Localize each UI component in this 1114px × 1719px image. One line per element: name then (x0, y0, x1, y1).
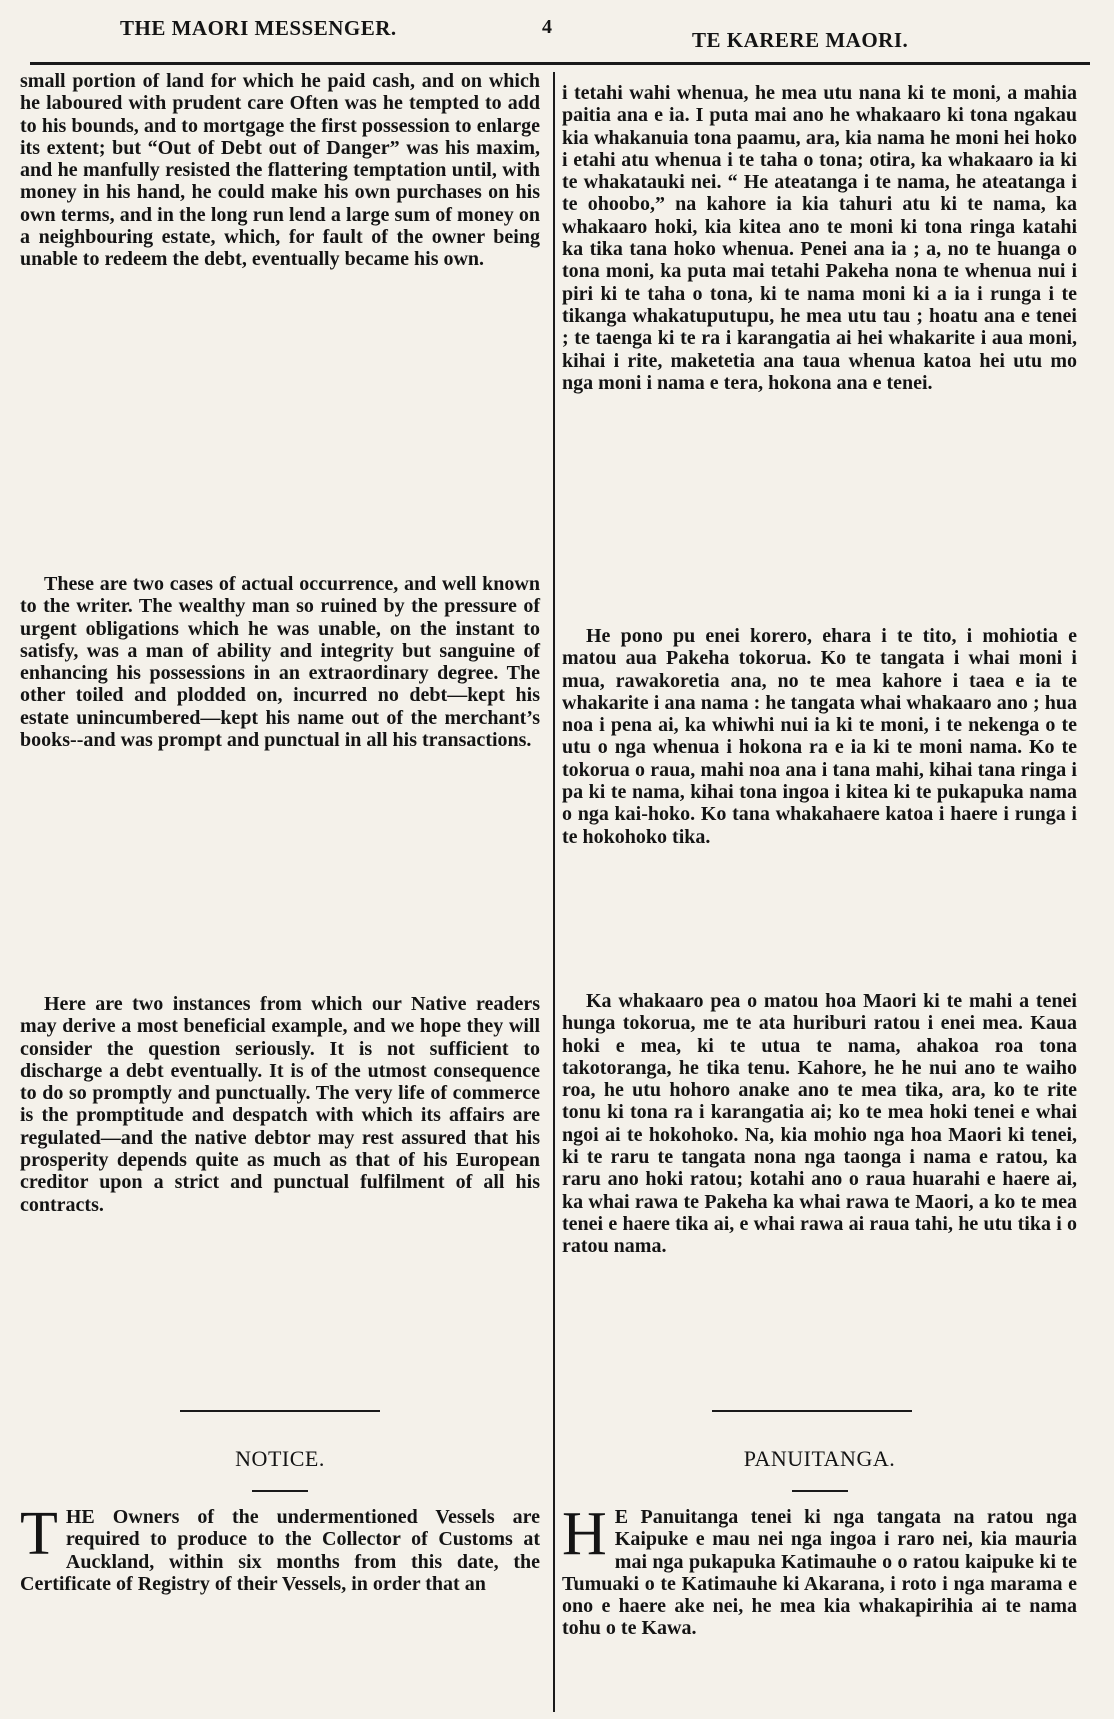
notice-dropcap: T (20, 1500, 58, 1568)
left-para-3-text: Here are two instances from which our Native readers may derive a most beneficial example, and we hope they will consider the question seriously. It is not sufficient to discharge a debt eventually. It is of the utmost consequence to do so promptly and punctually. The very life of commerce is the promptitude and despatch with which its affairs are regulated—and the native debtor may rest assured that his prosperity depends quite as much as that of his European creditor upon a strict and punctual fulfilment of all his contracts. (20, 993, 540, 1216)
header-rule (30, 62, 1090, 65)
right-paragraph-2 (562, 625, 1077, 848)
left-paragraph-2 (20, 573, 540, 751)
left-paragraph-3 (20, 993, 540, 1216)
left-para-2-text: These are two cases of actual occurrence, and well known to the writer. The wealthy man so ruined by the pressure of urgent obligations which he was unable, on the instant to satisfy, was a man of ability and integrity but sanguine of enhancing his possessions in an extraordinary degree. The other toiled and plodded on, incurred no debt—kept his estate unincumbered—kept his name out of the merchant’s books--and was prompt and punctual in all his transactions. (20, 573, 540, 752)
panuitanga-text: E Panuitanga tenei ki nga tangata na ratou nga Kaipuke e mau nei nga ingoa i raro nei, kia mauria mai nga pukapuka Katimauhe o o ratou kaipuke ki te Tumuaki o te Katimauhe ki Akarana, i roto i nga marama e ono e haere ake nei, he mea kia whakapirihia ai te nama tohu o te Kawa. (562, 1506, 1077, 1640)
panuitanga-heading: PANUITANGA. (743, 1446, 896, 1471)
right-para-1-text: i tetahi wahi whenua, he mea utu nana ki te moni, a mahia paitia ana e ia. I puta mai ano he whakaaro ki tona ngakau kia whakanuia tona paamu, ara, kia nama he moni hei hoko i etahi atu whenua i te taha o tona; otira, ka whakaaro ia ki te whakatauki nei. “ He ateatanga i te nama, he ateatanga i te ohoobo,” na kahore ia kia tahuri atu ki te nama, ka whakaaro hoki, kia kitea ano te moni ki tona ringa katahi ka tika tana hoko whenua. Penei ana ia ; a, no te huanga o tona moni, ka puta mai tetahi Pakeha nona te whenua nui i piri ki te taha o tona, ki te nama moni ki a ia i runga i te tikanga whakatuputupu, he mea utu tau ; hoatu ana e tenei ; te taenga ki te ra i karangatia ai hei whakarite i aua moni, kihai i rite, maketetia ana taua whenua katoa hei utu mo nga moni i nama e tera, hokona ana e tenei. (562, 82, 1077, 394)
panuitanga-dropcap: H (562, 1500, 607, 1568)
column-divider (553, 72, 555, 1712)
maori-title: TE KARERE MAORI. (692, 28, 909, 52)
left-section-rule (180, 1410, 380, 1412)
english-title: THE MAORI MESSENGER. (120, 16, 397, 40)
right-paragraph-1 (562, 82, 1077, 394)
notice-text: HE Owners of the undermentioned Vessels are required to produce to the Collector of Customs at Auckland, within six months from this date, the Certificate of Registry of their Vessels, in order that an (20, 1506, 540, 1595)
left-paragraph-1 (20, 70, 540, 271)
right-para-2-text: He pono pu enei korero, ehara i te tito, i mohiotia e matou aua Pakeha tokorua. Ko te tangata i whai moni i mua, rawakoretia ana, no te mea kahore i taea e ia te whakarite i ana nama : he tangata whai whakaaro ano ; hua noa i pena ai, ka whiwhi nui ia ki te moni, i te nekenga o te utu o nga whenua i hokona ra e ia ki te moni nama. Ko te tokorua o raua, mahi noa ana i tana mahi, kihai tana ringa i pa ki te nama, kihai tona ingoa i kitea ki te pukapuka nama o nga kai-hoko. Ko tana whakahaere katoa i haere i runga i te hokohoko tika. (562, 625, 1077, 848)
masthead (28, 8, 1088, 58)
panuitanga-block (562, 1500, 1077, 1640)
left-para-1-text: small portion of land for which he paid cash, and on which he laboured with prudent care Often was he tempted to add to his bounds, and to mortgage the first possession to enlarge its extent; but “Out of Debt out of Danger” was his maxim, and he manfully resisted the flattering temptation until, with money in his hand, he could make his own purchases on his own terms, and in the long run lend a large sum of money on a neighbouring estate, which, for fault of the owner being unable to redeem the debt, eventually became his own. (20, 70, 540, 271)
notice-block (20, 1500, 540, 1595)
page-number: 4 (542, 16, 553, 38)
right-section-rule (712, 1410, 912, 1412)
right-para-3-text: Ka whakaaro pea o matou hoa Maori ki te mahi a tenei hunga tokorua, me te ata huriburi ratou i enei mea. Kaua hoki e mea, ki te utua te nama, ahakoa roa tona takotoranga, he tika tenu. Kahore, he he nui ano te waiho roa, he utu hohoro anake ano te mea tika, ara, ko te rite tonu ki tona ra i karangatia ai; ko te mea hoki tenei e whai ngoi ai te hokohoko. Na, kia mohio nga hoa Maori ki tenei, ki te raru te tangata nona nga taonga i nama e ratou, ka raru ano hoki ratou; kotahi ano o raua huarahi e haere ai, ka whai rawa te Pakeha ka whai rawa te Maori, a ko te mea tenei e haere tika ai, e whai rawa ai raua tahi, he utu tika i o ratou nama. (562, 990, 1077, 1258)
right-paragraph-3 (562, 990, 1077, 1258)
panuitanga-heading-rule (792, 1490, 848, 1492)
notice-heading-rule (252, 1490, 308, 1492)
notice-heading: NOTICE. (235, 1446, 325, 1471)
